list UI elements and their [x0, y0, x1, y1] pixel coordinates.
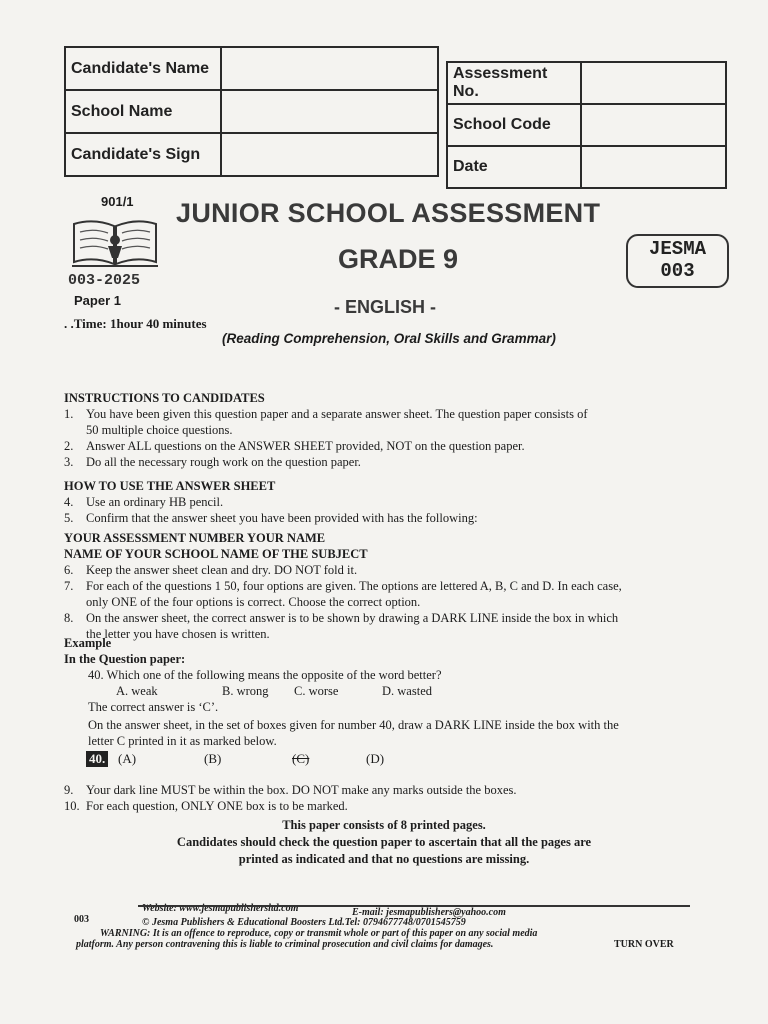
option-d: D. wasted [382, 684, 432, 698]
school-name-field[interactable] [221, 90, 438, 133]
correct-answer-text: The correct answer is ‘C’. [88, 700, 219, 714]
example-subheading: In the Question paper: [64, 652, 186, 666]
jesma-badge [626, 234, 729, 288]
book-logo-icon [70, 218, 160, 270]
instruction-item-continued: only ONE of the four options is correct. Choose the correct option. [86, 595, 421, 609]
answer-sheet-section [64, 478, 704, 642]
candidate-name-field[interactable] [221, 47, 438, 90]
assessment-details-table [446, 61, 727, 189]
instruction-item: 7. For each of the questions 1 50, four options are given. The options are lettered A, B, C and D. In each case, [64, 579, 622, 593]
assessment-year: 003-2025 [68, 272, 141, 289]
example-heading: Example [64, 636, 112, 650]
candidate-sign-field[interactable] [221, 133, 438, 176]
answer-box-b: (B) [204, 751, 222, 766]
question-number-box: 40. [86, 751, 108, 767]
school-code-label: School Code [447, 104, 581, 146]
instruction-item: 2. Answer ALL questions on the ANSWER SHEET provided, NOT on the question paper. [64, 439, 525, 453]
instruction-item: 4. Use an ordinary HB pencil. [64, 495, 224, 509]
example-options [64, 683, 704, 699]
date-field[interactable] [581, 146, 726, 188]
footer-warning-1: WARNING: It is an offence to reproduce, copy or transmit whole or part of this paper on any social media [100, 928, 538, 939]
candidate-details-table [64, 46, 439, 177]
instruction-item-continued: 50 multiple choice questions. [86, 423, 233, 437]
school-name-label: School Name [65, 90, 221, 133]
answer-box-c-marked: (C) [292, 751, 310, 766]
paper-number: Paper 1 [74, 293, 121, 308]
notice-line-3: printed as indicated and that no questions are missing. [238, 852, 530, 866]
answer-sheet-fields-2: NAME OF YOUR SCHOOL NAME OF THE SUBJECT [64, 547, 368, 561]
answer-boxes-example [86, 751, 406, 771]
answer-sheet-instruction-continued: letter C printed in it as marked below. [88, 734, 277, 748]
option-a: A. weak [116, 684, 158, 698]
assessment-no-field[interactable] [581, 62, 726, 104]
badge-name: JESMA [648, 238, 706, 260]
instruction-item: 3. Do all the necessary rough work on the question paper. [64, 455, 361, 469]
final-instructions [64, 782, 704, 814]
instruction-item: 6. Keep the answer sheet clean and dry. DO NOT fold it. [64, 563, 358, 577]
instructions-heading: INSTRUCTIONS TO CANDIDATES [64, 391, 265, 405]
school-code-field[interactable] [581, 104, 726, 146]
paper-code: 901/1 [101, 194, 134, 209]
instructions-section [64, 390, 704, 470]
footer-copyright: © Jesma Publishers & Educational Boosters Ltd.Tel: 0794677748/0701545759 [142, 917, 466, 928]
option-c: C. worse [294, 684, 339, 698]
notice-line-1: This paper consists of 8 printed pages. [282, 818, 486, 832]
candidate-name-label: Candidate's Name [65, 47, 221, 90]
instruction-item: 9. Your dark line MUST be within the box. DO NOT make any marks outside the boxes. [64, 783, 517, 797]
answer-sheet-fields-1: YOUR ASSESSMENT NUMBER YOUR NAME [64, 531, 326, 545]
time-allowed: . .Time: 1hour 40 minutes [64, 316, 207, 331]
badge-number: 003 [660, 260, 695, 282]
example-section [64, 635, 704, 749]
subject-heading: - ENGLISH - [334, 297, 436, 317]
instruction-item: 10. For each question, ONLY ONE box is to be marked. [64, 799, 348, 813]
date-label: Date [447, 146, 581, 188]
answer-box-d: (D) [366, 751, 385, 766]
answer-box-a: (A) [118, 751, 137, 766]
instruction-item: 8. On the answer sheet, the correct answer is to be shown by drawing a DARK LINE inside the box in which [64, 611, 619, 625]
footer-website: Website: www.jesmapublishersltd.com [142, 903, 299, 914]
notice-line-2: Candidates should check the question paper to ascertain that all the pages are [176, 835, 592, 849]
page-count-notice [64, 817, 704, 868]
footer-page-code: 003 [74, 914, 89, 925]
option-b: B. wrong [222, 684, 269, 698]
example-question: 40. Which one of the following means the opposite of the word better? [88, 668, 442, 682]
instruction-item: 1. You have been given this question paper and a separate answer sheet. The question paper consists of [64, 407, 588, 421]
instruction-item-continued: the letter you have chosen is written. [86, 627, 270, 641]
answer-sheet-instruction: On the answer sheet, in the set of boxes given for number 40, draw a DARK LINE inside the box with the [88, 718, 619, 732]
footer-email: E-mail: jesmapublishers@yahoo.com [352, 907, 506, 918]
assessment-title: JUNIOR SCHOOL ASSESSMENT [176, 198, 601, 228]
paper-subtitle: (Reading Comprehension, Oral Skills and Grammar) [222, 331, 556, 346]
turn-over-label: TURN OVER [614, 939, 674, 950]
how-to-heading: HOW TO USE THE ANSWER SHEET [64, 479, 276, 493]
footer-warning-2: platform. Any person contravening this is liable to criminal prosecution and civil claims for damages. [76, 939, 494, 950]
instruction-item: 5. Confirm that the answer sheet you have been provided with has the following: [64, 511, 478, 525]
grade-heading: GRADE 9 [338, 244, 459, 274]
assessment-no-label: Assessment No. [447, 62, 581, 104]
candidate-sign-label: Candidate's Sign [65, 133, 221, 176]
footer-rule [138, 905, 690, 907]
